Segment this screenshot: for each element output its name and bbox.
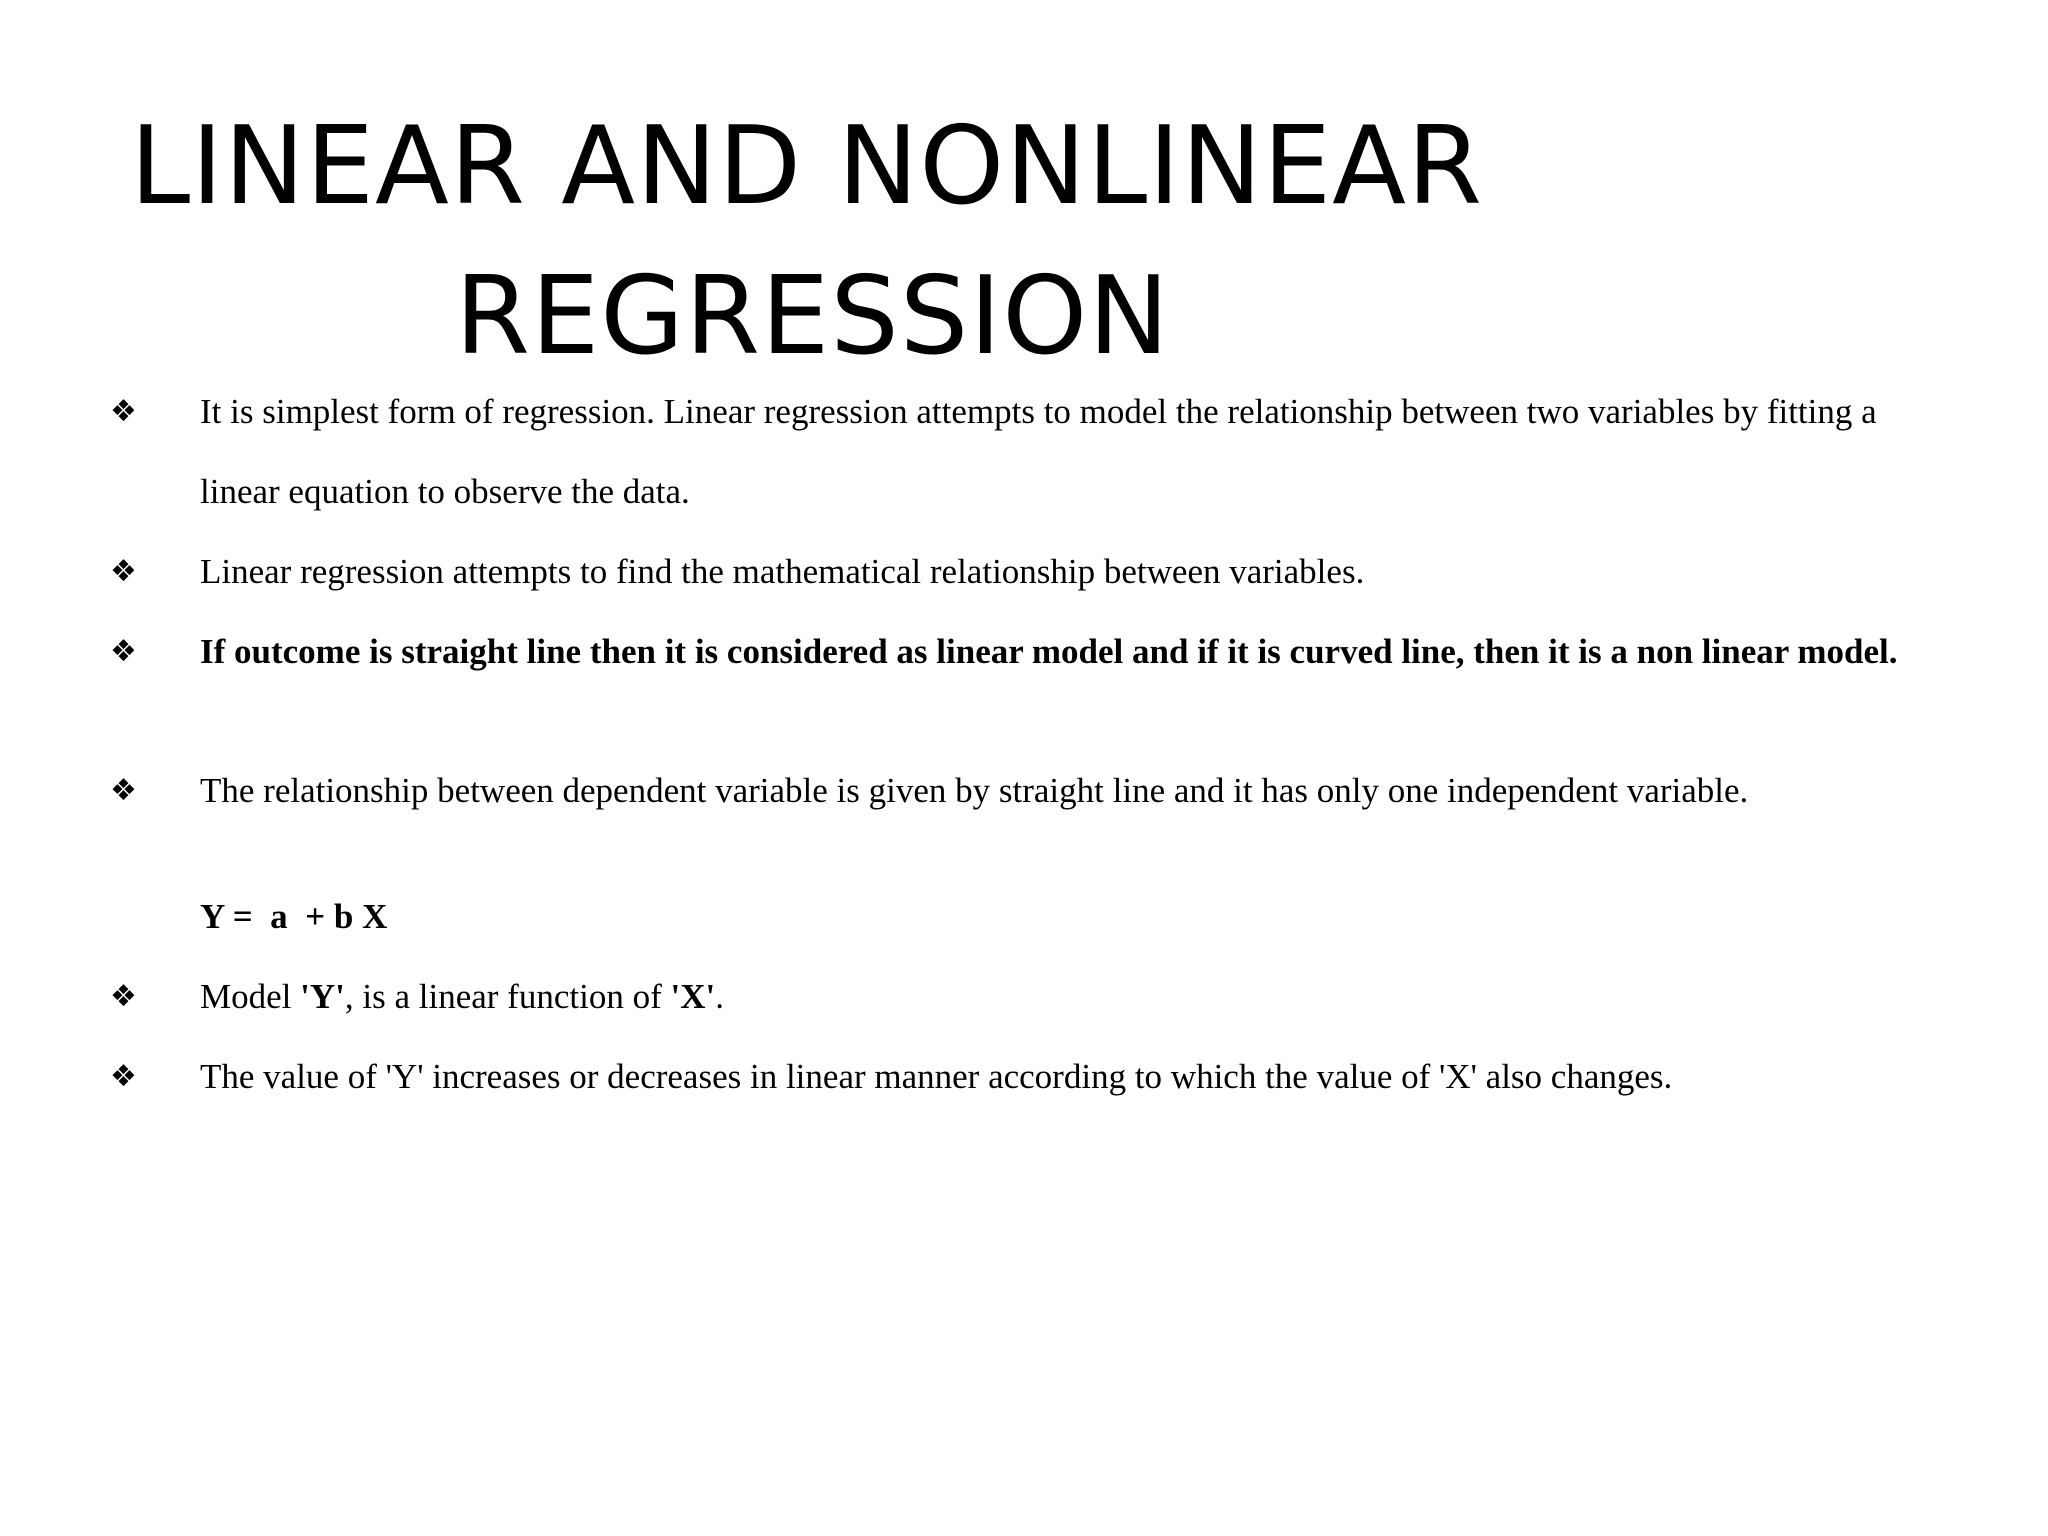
diamond-bullet-icon: ❖ xyxy=(110,634,137,669)
text-segment: , is a linear function of xyxy=(344,977,671,1016)
regression-formula: Y = a + b X xyxy=(200,897,388,936)
list-item-text: If outcome is straight line then it is considered as linear model and if it is curved line, then it is a non linear model. xyxy=(200,632,1898,671)
slide-title xyxy=(120,92,1500,392)
diamond-bullet-icon: ❖ xyxy=(110,979,137,1014)
text-segment: . xyxy=(715,977,724,1016)
bold-y-term: 'Y' xyxy=(300,977,345,1016)
list-item-text xyxy=(200,957,1940,1037)
title-line-1: LINEAR AND NONLINEAR xyxy=(130,104,1484,229)
list-item-text: The relationship between dependent variable is given by straight line and it has only one independent variable. xyxy=(200,771,1749,810)
diamond-bullet-icon: ❖ xyxy=(110,394,137,429)
diamond-bullet-icon: ❖ xyxy=(110,554,137,589)
title-line-2: REGRESSION xyxy=(455,254,1171,379)
list-item-text: Linear regression attempts to find the mathematical relationship between variables. xyxy=(200,552,1365,591)
list-item-text: The value of 'Y' increases or decreases in linear manner according to which the value of 'X' also changes. xyxy=(200,1057,1673,1096)
list-item-text: It is simplest form of regression. Linear regression attempts to model the relationship between two variables by fitting a linear equation to observe the data. xyxy=(200,392,1877,511)
bold-x-term: 'X' xyxy=(670,977,716,1016)
text-segment: Model xyxy=(200,977,301,1016)
diamond-bullet-icon: ❖ xyxy=(110,1059,137,1094)
diamond-bullet-icon: ❖ xyxy=(110,773,137,808)
